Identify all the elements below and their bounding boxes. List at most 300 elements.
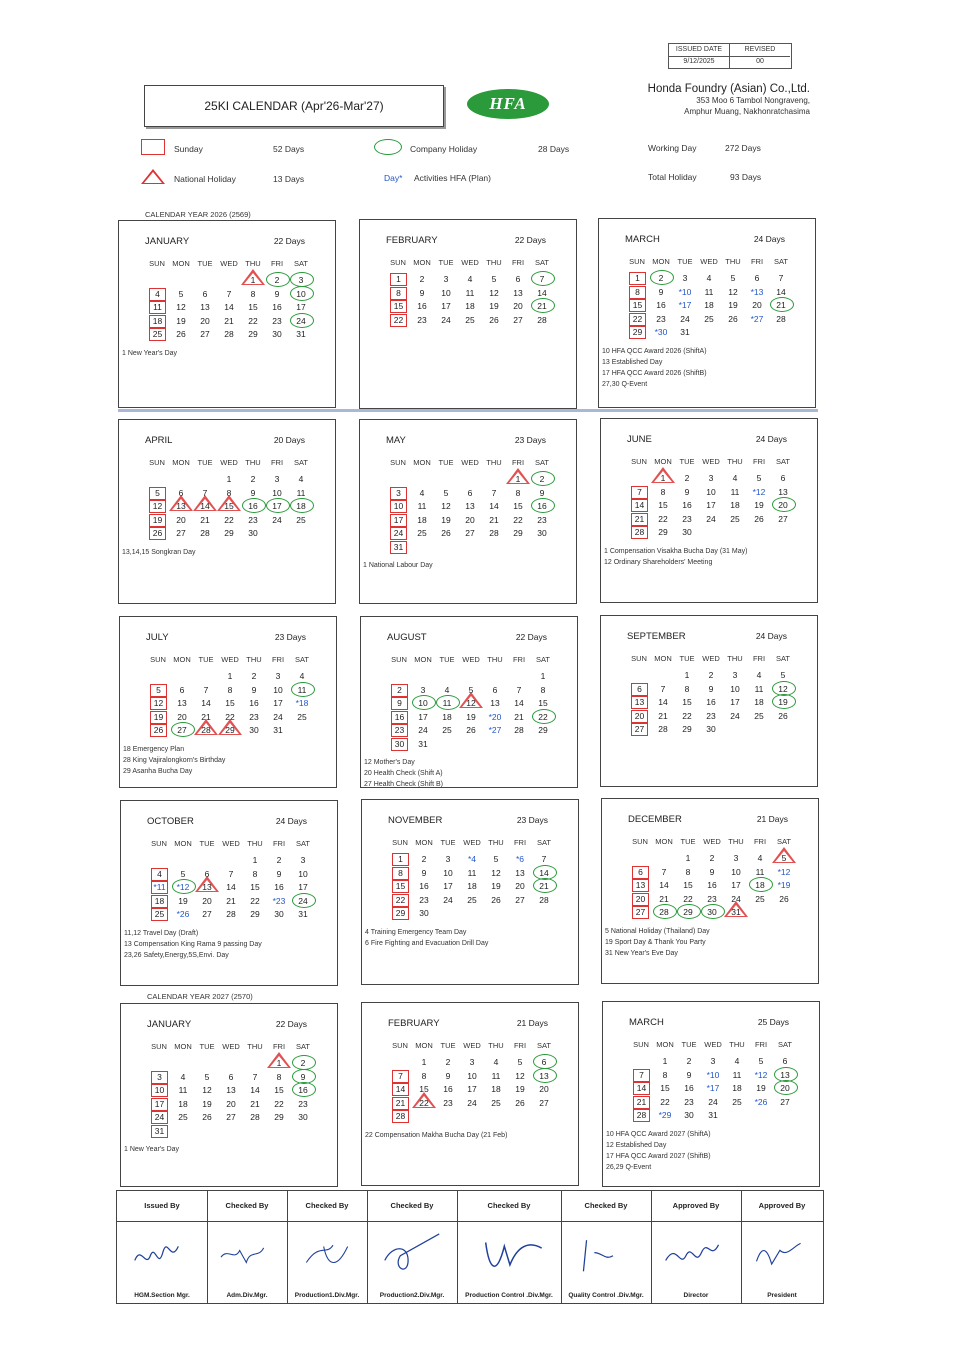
weekday-header: TUE — [198, 655, 214, 664]
day-cell: 28 — [489, 528, 499, 538]
total-holiday-value: 93 Days — [730, 172, 762, 182]
day-cell: 17 — [443, 881, 453, 891]
day-cell: *30 — [654, 327, 668, 337]
day-cell: 25 — [730, 513, 740, 524]
month-name: APRIL — [145, 435, 173, 446]
day-cell: 20 — [176, 514, 186, 525]
month-name: JUNE — [627, 434, 652, 445]
day-cell: 14 — [224, 302, 234, 312]
day-cell: 26 — [441, 528, 451, 538]
company-holiday-cell: 20 — [771, 499, 795, 512]
address-line-1: 353 Moo 6 Tambol Nongraveng, — [696, 96, 810, 105]
sunday-cell: 18 — [149, 315, 166, 328]
holiday-note: 23,26 Safety,Energy,5S,Envi. Day — [124, 951, 229, 959]
day-cell: 31 — [298, 909, 308, 919]
weekday-header: TUE — [439, 655, 455, 664]
weekday-header: SUN — [392, 1041, 408, 1050]
day-cell: 25 — [442, 725, 452, 735]
company-holiday-cell: 10 — [289, 288, 313, 301]
day-cell: 11 — [730, 486, 740, 497]
day-cell: 13 — [513, 287, 523, 298]
day-cell: 11 — [467, 867, 477, 878]
holiday-note: 12 Established Day — [606, 1141, 667, 1149]
company-holiday-cell: 11 — [435, 697, 459, 710]
day-cell: 23 — [419, 894, 429, 905]
company-holiday-cell: 7 — [530, 273, 554, 286]
day-cell: 7 — [252, 1071, 258, 1082]
day-cell: 27 — [176, 528, 186, 538]
weekday-header: FRI — [272, 839, 286, 848]
day-cell: 12 — [728, 286, 738, 297]
day-cell: 3 — [443, 274, 449, 284]
day-cell: 15 — [538, 698, 548, 708]
day-cell: 5 — [443, 487, 449, 498]
weekday-header: MON — [656, 1040, 674, 1049]
month-calendar — [602, 1001, 820, 1187]
weekday-header: THU — [488, 1041, 504, 1050]
company-holiday-cell: 12 — [771, 683, 795, 696]
sunday-cell: 13 — [631, 696, 648, 709]
weekday-header: SUN — [151, 1042, 167, 1051]
sunday-cell: 28 — [633, 1109, 650, 1122]
sunday-cell: 28 — [392, 1110, 409, 1123]
weekday-header: SUN — [390, 258, 406, 267]
sunday-cell: 25 — [149, 328, 166, 341]
month-working-days: 21 Days — [756, 814, 788, 824]
weekday-header: WED — [463, 838, 481, 847]
day-cell: 29 — [224, 528, 234, 538]
company-holiday-cell: 6 — [532, 1056, 556, 1069]
day-cell: 27 — [226, 1112, 236, 1122]
day-cell: 24 — [443, 894, 453, 905]
month-name: SEPTEMBER — [627, 631, 686, 642]
company-legend-label: Company Holiday — [410, 144, 478, 154]
company-holiday-cell: 27 — [170, 724, 194, 737]
approval-role: Production1.Div.Mgr. — [294, 1292, 360, 1299]
month-calendar — [361, 799, 579, 985]
sunday-cell: 8 — [392, 867, 409, 880]
holiday-note: 6 Fire Fighting and Evacuation Drill Day — [365, 939, 489, 947]
day-cell: 23 — [272, 315, 282, 326]
sunday-cell: 14 — [392, 1083, 409, 1096]
month-name: JANUARY — [145, 236, 190, 247]
day-cell: 22 — [248, 315, 258, 326]
month-notes — [602, 346, 707, 390]
day-cell: 4 — [298, 474, 304, 484]
month-notes — [124, 1144, 179, 1155]
day-cell: 4 — [757, 853, 763, 863]
national-holiday-cell: 31 — [724, 906, 748, 919]
company-holiday-cell: 20 — [773, 1082, 797, 1095]
holiday-note: 28 King Vajiralongkorn's Birthday — [123, 756, 226, 764]
day-cell: 3 — [710, 1056, 716, 1066]
day-cell: 15 — [658, 500, 668, 510]
sunday-cell: 26 — [149, 527, 166, 540]
signature — [297, 1229, 357, 1284]
weekday-header: SUN — [151, 839, 167, 848]
weekday-header: SAT — [293, 458, 309, 467]
holiday-note: 18 Emergency Plan — [123, 745, 185, 753]
month-name: NOVEMBER — [388, 815, 443, 826]
approval-role: HGM.Section Mgr. — [134, 1292, 190, 1299]
month-working-days: 23 Days — [516, 815, 548, 825]
sunday-cell: 22 — [390, 314, 407, 327]
day-cell: 7 — [541, 854, 547, 864]
day-cell: 5 — [780, 670, 786, 680]
day-cell: 25 — [178, 1112, 188, 1122]
approval-column — [367, 1191, 458, 1303]
day-cell: 23 — [249, 711, 259, 722]
sunday-cell: 21 — [392, 1097, 409, 1110]
revised-label: REVISED — [730, 44, 790, 57]
day-cell: 24 — [441, 314, 451, 325]
day-cell: 18 — [754, 697, 764, 707]
day-cell: 25 — [297, 711, 307, 722]
day-cell: 14 — [659, 880, 669, 890]
approval-role: Director — [683, 1292, 709, 1299]
day-cell: 1 — [226, 474, 232, 484]
day-cell: 9 — [539, 487, 545, 498]
weekday-header: WED — [461, 458, 479, 467]
approval-heading: Checked By — [305, 1201, 349, 1210]
month-notes — [604, 546, 747, 568]
day-cell: 2 — [251, 671, 257, 681]
day-cell: 14 — [658, 697, 668, 707]
day-cell: 24 — [731, 893, 741, 904]
weekday-header: FRI — [513, 1041, 527, 1050]
day-cell: 18 — [442, 711, 452, 722]
day-cell: 7 — [491, 487, 497, 498]
day-cell: 5 — [204, 1071, 210, 1082]
weekday-header: SUN — [391, 655, 407, 664]
day-cell: 4 — [706, 273, 712, 283]
weekday-header: WED — [704, 1040, 722, 1049]
company-holiday-cell: 2 — [530, 473, 554, 486]
weekday-header: MON — [413, 458, 431, 467]
working-day-value: 272 Days — [725, 143, 761, 153]
day-cell: 28 — [537, 314, 547, 325]
sunday-cell: 24 — [390, 527, 407, 540]
signature — [377, 1229, 447, 1284]
sunday-cell: 17 — [151, 1098, 168, 1111]
day-cell: 17 — [298, 882, 308, 892]
day-cell: 12 — [202, 1085, 212, 1095]
day-cell: *23 — [272, 895, 286, 906]
day-cell: 17 — [467, 1084, 477, 1094]
day-cell: *12 — [754, 1069, 768, 1080]
day-cell: 8 — [540, 684, 546, 695]
weekday-header: THU — [487, 655, 503, 664]
holiday-note: 10 HFA QCC Award 2026 (ShiftA) — [602, 347, 707, 355]
day-cell: *27 — [488, 725, 502, 735]
day-cell: 23 — [684, 1096, 694, 1107]
company-holiday-cell: 19 — [771, 696, 795, 709]
month-notes — [365, 1130, 507, 1141]
company-holiday-cell: 2 — [649, 272, 673, 285]
day-cell: 27 — [200, 329, 210, 339]
weekday-header: FRI — [753, 837, 767, 846]
day-cell: 20 — [515, 881, 525, 891]
day-cell: 25 — [755, 893, 765, 904]
day-cell: 9 — [251, 684, 257, 695]
day-cell: 25 — [704, 313, 714, 324]
weekday-header: FRI — [270, 259, 284, 268]
weekday-header: FRI — [754, 1040, 768, 1049]
weekday-header: WED — [220, 458, 238, 467]
holiday-note: 5 National Holiday (Thailand) Day — [605, 927, 710, 935]
sunday-cell: 8 — [390, 287, 407, 300]
weekday-header: SUN — [629, 257, 645, 266]
sunday-cell: 12 — [150, 697, 167, 710]
day-cell: 24 — [730, 710, 740, 721]
national-holiday-cell: 1 — [241, 274, 265, 287]
day-cell: 24 — [418, 725, 428, 735]
signature — [127, 1229, 197, 1284]
sunday-cell: 22 — [392, 894, 409, 907]
month-working-days: 23 Days — [514, 435, 546, 445]
day-cell: 20 — [200, 315, 210, 326]
weekday-header: TUE — [440, 1041, 456, 1050]
day-cell: 22 — [658, 513, 668, 524]
day-cell: 9 — [274, 288, 280, 299]
day-cell: 13 — [778, 486, 788, 497]
weekday-header: THU — [486, 258, 502, 267]
day-cell: 7 — [516, 684, 522, 695]
month-name: JULY — [146, 632, 169, 643]
weekday-header: THU — [727, 457, 743, 466]
month-notes — [606, 1129, 711, 1173]
weekday-header: TUE — [199, 1042, 215, 1051]
day-cell: 20 — [465, 514, 475, 525]
month-name: OCTOBER — [147, 816, 194, 827]
sunday-cell: 29 — [629, 326, 646, 339]
day-cell: 21 — [201, 711, 211, 722]
sunday-cell: 26 — [150, 724, 167, 737]
weekday-header: TUE — [680, 837, 696, 846]
weekday-header: MON — [174, 839, 192, 848]
day-cell: 24 — [706, 513, 716, 524]
weekday-header: SAT — [295, 839, 311, 848]
day-cell: 11 — [754, 683, 764, 694]
day-cell: 31 — [273, 725, 283, 735]
day-cell: *17 — [706, 1083, 720, 1093]
day-cell: 25 — [491, 1097, 501, 1108]
month-notes — [123, 744, 225, 777]
approval-column — [741, 1191, 823, 1303]
day-cell: 31 — [418, 738, 428, 749]
day-cell: 15 — [682, 697, 692, 707]
year-2027-label: CALENDAR YEAR 2027 (2570) — [147, 992, 253, 1001]
day-cell: 22 — [274, 1098, 284, 1109]
company-holiday-cell: 17 — [265, 500, 289, 513]
day-cell: 8 — [515, 487, 521, 498]
day-cell: 10 — [731, 866, 741, 877]
day-cell: 13 — [200, 302, 210, 312]
weekday-header: SUN — [631, 654, 647, 663]
sunday-cell: 22 — [629, 313, 646, 326]
day-cell: 26 — [491, 894, 501, 905]
month-calendar — [120, 800, 338, 986]
day-cell: 6 — [179, 684, 185, 695]
day-cell: 4 — [734, 1056, 740, 1066]
approval-role: Adm.Div.Mgr. — [226, 1292, 268, 1299]
signature — [661, 1229, 731, 1284]
weekday-header: FRI — [750, 257, 764, 266]
day-cell: 18 — [178, 1098, 188, 1109]
weekday-header: WED — [220, 259, 238, 268]
weekday-header: THU — [245, 458, 261, 467]
day-cell: 1 — [227, 671, 233, 681]
day-cell: 1 — [252, 855, 258, 865]
day-cell: 19 — [728, 300, 738, 310]
sunday-cell: 29 — [392, 907, 409, 920]
day-cell: 14 — [537, 287, 547, 298]
day-cell: 9 — [684, 486, 690, 497]
weekday-header: TUE — [197, 458, 213, 467]
day-cell: 16 — [706, 697, 716, 707]
approval-table — [116, 1190, 824, 1304]
weekday-header: SUN — [633, 1040, 649, 1049]
weekday-header: WED — [221, 655, 239, 664]
weekday-header: MON — [652, 257, 670, 266]
national-holiday-cell: 22 — [412, 1097, 436, 1110]
day-cell: 4 — [493, 1057, 499, 1067]
day-cell: 25 — [732, 1096, 742, 1107]
day-cell: 20 — [539, 1084, 549, 1094]
day-cell: 30 — [537, 528, 547, 538]
day-cell: 1 — [421, 1057, 427, 1067]
approval-role: Production2.Div.Mgr. — [379, 1292, 445, 1299]
day-cell: 4 — [467, 274, 473, 284]
month-working-days: 22 Days — [273, 236, 305, 246]
day-cell: 31 — [680, 327, 690, 337]
weekday-header: MON — [172, 259, 190, 268]
day-cell: 28 — [539, 894, 549, 905]
day-cell: 26 — [779, 893, 789, 904]
sunday-cell: 20 — [632, 893, 649, 906]
day-cell: 5 — [468, 684, 474, 695]
company-holiday-cell: 10 — [411, 697, 435, 710]
day-cell: 6 — [202, 288, 208, 299]
sunday-cell: 16 — [391, 711, 408, 724]
day-cell: 17 — [730, 697, 740, 707]
holiday-note: 27,30 Q-Event — [602, 380, 648, 388]
weekday-header: SAT — [534, 258, 550, 267]
day-cell: 23 — [682, 513, 692, 524]
company-holiday-cell: 13 — [773, 1069, 797, 1082]
day-cell: 15 — [250, 882, 260, 892]
day-cell: 7 — [228, 868, 234, 879]
day-cell: 8 — [660, 486, 666, 497]
weekday-header: THU — [727, 654, 743, 663]
day-cell: 15 — [225, 698, 235, 708]
month-calendar — [601, 798, 819, 984]
company-holiday-cell: 24 — [291, 895, 315, 908]
sunday-cell: 24 — [151, 1111, 168, 1124]
sunday-cell: 1 — [390, 273, 407, 286]
day-cell: 15 — [274, 1085, 284, 1095]
sunday-cell: 20 — [631, 710, 648, 723]
month-calendar — [118, 220, 336, 408]
day-cell: 7 — [660, 683, 666, 694]
day-cell: 8 — [250, 288, 256, 299]
day-cell: 12 — [441, 501, 451, 511]
weekday-header: MON — [654, 457, 672, 466]
company-holiday-cell: 11 — [290, 684, 314, 697]
weekday-header: FRI — [512, 655, 526, 664]
holiday-note: 22 Compensation Makha Bucha Day (21 Feb) — [365, 1131, 508, 1139]
day-cell: 28 — [658, 724, 668, 734]
day-cell: 3 — [445, 854, 451, 864]
month-notes — [365, 927, 488, 949]
national-legend-value: 13 Days — [273, 174, 305, 184]
sunday-cell: 31 — [390, 541, 407, 554]
sunday-cell: 2 — [391, 684, 408, 697]
month-notes — [605, 926, 710, 959]
day-cell: 30 — [684, 1110, 694, 1120]
day-cell: 16 — [684, 1083, 694, 1093]
day-cell: 17 — [706, 500, 716, 510]
day-cell: 21 — [224, 315, 234, 326]
day-cell: 30 — [298, 1112, 308, 1122]
day-cell: 5 — [758, 1056, 764, 1066]
signature — [751, 1229, 813, 1284]
day-cell: 16 — [417, 301, 427, 311]
weekday-header: THU — [245, 259, 261, 268]
weekday-header: FRI — [511, 458, 525, 467]
approval-role: President — [767, 1292, 797, 1299]
weekday-header: THU — [247, 839, 263, 848]
month-working-days: 24 Days — [275, 816, 307, 826]
sunday-cell: 27 — [632, 906, 649, 919]
sunday-cell: 14 — [631, 499, 648, 512]
day-cell: 2 — [686, 1056, 692, 1066]
day-cell: 28 — [514, 725, 524, 735]
issue-revision-box — [668, 43, 792, 69]
weekday-header: SUN — [149, 259, 165, 268]
approval-column — [561, 1191, 652, 1303]
holiday-note: 17 HFA QCC Award 2027 (ShiftB) — [606, 1152, 711, 1160]
holiday-note: 17 HFA QCC Award 2026 (ShiftB) — [602, 369, 707, 377]
weekday-header: THU — [486, 458, 502, 467]
sunday-cell: *11 — [151, 881, 168, 894]
day-cell: 19 — [489, 301, 499, 311]
company-block — [560, 83, 810, 117]
day-cell: *10 — [706, 1069, 720, 1080]
sunday-cell: 4 — [149, 288, 166, 301]
day-cell: 22 — [660, 1096, 670, 1107]
sunday-cell: 21 — [633, 1096, 650, 1109]
day-cell: *26 — [176, 909, 190, 919]
approval-column — [457, 1191, 562, 1303]
day-cell: 16 — [656, 300, 666, 310]
weekday-header: WED — [463, 1041, 481, 1050]
weekday-header: TUE — [677, 257, 693, 266]
month-working-days: 23 Days — [274, 632, 306, 642]
month-calendar — [359, 219, 577, 409]
day-cell: 5 — [756, 473, 762, 483]
sunday-cell: 27 — [631, 723, 648, 736]
approval-role: Production Control .Div.Mgr. — [465, 1292, 553, 1299]
day-cell: 8 — [226, 487, 232, 498]
company-holiday-cell: 28 — [652, 906, 676, 919]
month-calendar — [600, 615, 818, 787]
sunday-cell: 8 — [629, 286, 646, 299]
weekday-header: SUN — [390, 458, 406, 467]
national-holiday-cell: 12 — [459, 697, 483, 710]
working-day-label: Working Day — [648, 143, 697, 153]
day-cell: 5 — [730, 273, 736, 283]
